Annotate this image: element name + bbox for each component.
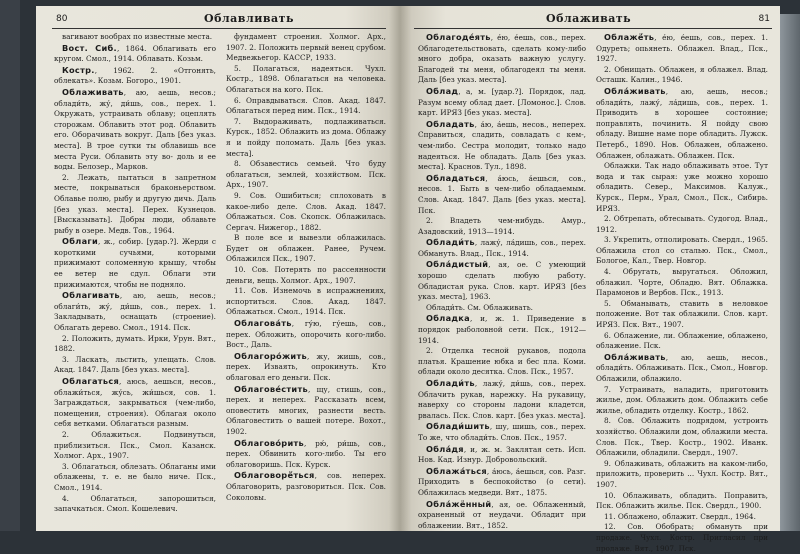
dictionary-entry: 2. Обнищать. Облажен, я облажел. Влад. Осташк. Калин., 1946. xyxy=(596,64,768,85)
right-running-head: Облаживать xyxy=(546,12,632,25)
dictionary-entry: Облади́ть. См. Облаживать. xyxy=(426,302,533,312)
dictionary-entry: Обла́живать, аю, аешь, несов.; облади́ть, лажу́, ла́дишь, сов., перех. 1. Приводить в хорошее состояние; поправлять, починить. Я пойду свою обладу. Вишне наме поре обладить. Лужск. Петерб., 1890. Нов. Облажен, облажено. Облажен, облажать. Облажен. Пск. xyxy=(596,85,768,160)
dictionary-entry: 5. Обманывать, ставить в неловкое положение. Вот так облажили. Слов. карт. ИРЯЗ. Пск. Вят., 1907. xyxy=(596,298,768,330)
left-page-number: 80 xyxy=(56,14,68,24)
dictionary-entry: Обладаться, а́юсь, а́ешься, сов., несов. 1. Быть в чем-либо обладаемым. Слов. Акад. 1847. Даль [без указ. места]. Пск. xyxy=(418,172,586,215)
dictionary-entry: 11. Сов. Изнемочь в испражнениях, испортиться. Слов. Акад. 1847. Облажаться. Смол., 1914. Пск. xyxy=(226,286,386,317)
dictionary-entry: Облади́шить, шу, шишь, сов., перех. То же, что облади́ть. Слов. Пск., 1957. xyxy=(418,421,586,442)
dictionary-entry: Обла́живать, аю, аешь, несов., облади́ть. Облаживать. Пск., Смол., Новгор. Облажили, облажило. xyxy=(596,351,768,383)
dictionary-entry: Костр., 1962. 2. «Отгонять, облекать». Козьм. Богоро., 1901. xyxy=(54,64,216,86)
dictionary-entry: Облад, а, м. [удар.?]. Порядок, лад. Разум всему облад дает. [Ломонос.]. Слов. карт. ИРЯЗ [без указ. места]. xyxy=(418,85,586,118)
dictionary-entry: 3. Укрепить, отполировать. Свердл., 1965. Облажила стол со сталью. Пск., Смол., Бологое, Кал., Твер. Новгор. xyxy=(596,235,768,266)
dictionary-entry: Облажё́ть, е́ю, е́ешь, сов., перех. 1. Одуреть; опьянеть. Облажел. Влад., Пск., 1927. xyxy=(596,32,768,64)
dictionary-entry: Облагоде́ять, е́ю, е́ешь, сов., перех. Облагодетельствовать, сделать кому-либо много добра, оказать важную услугу. Благодей ты меня, облагодеял ты меня. Даль [без указ. места]. xyxy=(418,32,586,85)
left-column-2 xyxy=(226,32,386,531)
dictionary-entry: 7. Выдораживать, подлаживаться. Курск., 1852. Облажить из дома. Облажу я и пойду поломать. Даль [без указ. места]. xyxy=(226,116,386,158)
dictionary-entry: 2. Положить, думать. Ирки, Урун. Вят., 1882. xyxy=(54,333,216,354)
dictionary-entry: 9. Сов. Ошибиться; сплоховать в какое-либо деле. Слов. Акад. 1847. Облажаться. Сов. Скопск. Облажилась. Сергач. Нижегор., 1882. xyxy=(226,190,386,232)
header-rule xyxy=(52,28,386,29)
dictionary-entry: Облади́ть, лажу́, ла́дишь, сов., перех. Обмануть. Влад., Пск., 1914. xyxy=(418,237,586,258)
dictionary-entry: 3. Облагаться, облезать. Облаганы ими облажены, т. е. не было ниче. Пск., Смол., 1914. xyxy=(54,461,216,492)
dictionary-entry: 2. Облажиться. Подвинуться, приблизиться. Пск., Смол. Казанск. Холмог. Арх., 1907. xyxy=(54,429,216,461)
dictionary-entry: 6. Оправдываться. Слов. Акад. 1847. Облагаться перед ним. Пск., 1914. xyxy=(226,95,386,116)
dictionary-entry: Облаживать, аю, аешь, несов.; облади́ть, жу́, ди́шь, сов., перех. 1. Окружать, устраивать облаву; оцеплять сторожам. Облавить этот род. Облавить его. Оборачивать вокруг. Даль [без указ. места]. В трое сутки ты облавишь все места Руси. Облавить эту во- доль и ее воды. Белозер., Марков. xyxy=(54,86,216,172)
dictionary-entry: вагивают вообрах по известные места. xyxy=(62,32,213,41)
dictionary-entry: Обла́дя, и, ж. м. Заклятая сеть. Исп. Нов. Кад. Изнур. Добровольский. xyxy=(418,443,586,465)
dictionary-entry: В поле все и вывезли облажилась. Будет он облажен. Ранее, Ручем. Облажился Пск., 1907. xyxy=(226,233,386,264)
right-column-1 xyxy=(418,32,586,531)
dictionary-entry: Обладка, и, ж. 1. Приведение в порядок рыболовной сети. Пск., 1912—1914. xyxy=(418,313,586,345)
dictionary-entry: 2. Лежать, пытаться в запретном месте, покрываться браконьерством. Облавье полю, рыбу и другую дичь. Даль [без указ. места]. Перех. Кузнецов. [Высказывать]. Добры люди, облавьте рыбу в озере. Медв. Тов., 1964. xyxy=(54,172,216,235)
left-running-head: Облавливать xyxy=(204,12,294,25)
dictionary-entry: 7. Устраивать, наладить, приготовить жилье, дом. Облажить дом. Облажить себе жилье, обладить отделку. Костр., 1862. xyxy=(596,384,768,415)
dictionary-entry: Обладать, а́ю, а́ешь, несов., неперех. Справиться, сладить, совладать с кем-, чем-либо. Сестра молодит, только надо надеяться. Не обладать. Даль [без указ. места]. Краснов. Тул., 1898. xyxy=(418,118,586,172)
dictionary-entry: Вост. Сиб., 1864. Облагивать его кругом. Смол., 1914. Облавать. Козьм. xyxy=(54,42,217,64)
dictionary-entry: 12. Сов. Обобрать; обмануть при продаже. Чухл. Костр. Пригласил при продаже. Вят., 1907. Пск. xyxy=(596,522,768,553)
header-rule xyxy=(414,28,772,29)
dictionary-entry: Облагово́рить, рю́, ри́шь, сов., перех. Обвинить кого-либо. Ты его облаговоришь. Пск. Курск. xyxy=(226,437,386,469)
dictionary-entry: Облагове́стить, щу, стишь, сов., перех. и неперех. Рассказать всем, оповестить многих, разнести весть. Облаговестить о вашей потере. Вохот., 1902. xyxy=(226,383,386,436)
right-column-2 xyxy=(596,32,768,553)
dictionary-entry: 6. Облажение, ли. Облажение, облажено, облажение. Пск. xyxy=(596,330,768,351)
dictionary-entry: 10. Сов. Потерять по рассеянности деньги, вещь. Холмог. Арх., 1907. xyxy=(226,265,386,285)
dictionary-entry: Облаговорё́ться, сов. неперех. Облаговорить, разговориться. Пск. Сов. Соколовы. xyxy=(226,470,386,502)
dictionary-entry: Облажа́ться, а́юсь, а́ешься, сов. Разг. Приходить в беспокойство (о сети). Облажилась медведи. Вят., 1875. xyxy=(418,465,586,497)
dictionary-entry: Облади́ть, лажу́, ди́шь, сов., перех. Облачить рукав, нарежку. На рукавицу, наверху со стороны ладони кладется, рвалась. Пск. Слов. карт. [без указ. места]. xyxy=(418,378,586,420)
dictionary-entry: Обла́жённый, ая, ое. Облаженный, охраненный от неудачи. Обладит при облажении. Вят., 1852. xyxy=(418,498,586,530)
right-page-header xyxy=(400,12,780,28)
dictionary-entry: 11. Облажено, облажит. Свердл., 1964. xyxy=(604,511,756,521)
right-page-number: 81 xyxy=(758,14,770,24)
dictionary-entry: фундамент строения. Холмог. Арх., 1907. 2. Положить первый венец срубом. Медвежьегор. КАССР, 1933. xyxy=(226,32,386,63)
dictionary-entry: Облажки. Так надо облаживать этое. Тут вода и так сырая: уже можно хорошо обладить. Север., Максимов. Калуж., Курск., Перм., Урал, Смол., Пск., Сибирь. ИРЯЗ. xyxy=(596,161,768,213)
left-page-header xyxy=(36,12,400,28)
dictionary-entry: 2. Отделка тесной рукавов, подола платья. Крашение юбка и бес пла. Коми. облади около десятка. Слов. Пск., 1957. xyxy=(418,346,586,377)
dictionary-entry: 10. Облаживать, обладить. Поправить, Пск. Облажить жилье. Пск. Свердл., 1900. xyxy=(596,490,768,511)
left-column-1 xyxy=(54,32,216,531)
left-page xyxy=(36,6,400,531)
dictionary-entry: 8. Обзавестись семьей. Что буду облагаться, землей, хозяйством. Пск. Арх., 1907. xyxy=(226,159,386,190)
dictionary-entry: Облагова́ть, гу́ю, гу́ешь, сов., перех. Обложить, опорочить кого-либо. Вост., Даль. xyxy=(226,318,386,350)
dictionary-entry: 9. Облаживать, облажить на каком-либо, приложить, проверить ... Чухл. Костр. Вят., 1907. xyxy=(596,458,768,489)
dictionary-entry: Облагаться, аюсь, аешься, несов., облажи́ться, жу́сь, жи́шься, сов. 1. Заграждаться, закрываться (чем-либо, помещения, строения). Облагая около себя ветками. Облагаться разным. xyxy=(54,376,216,429)
dictionary-entry: Облагоро́жить, жу, жишь, сов., перех. Изваять, опрокинуть. Кто облаговал его деньги. Пск. xyxy=(226,350,386,382)
dictionary-entry: 2. Обтрепать, обтесывать. Судогод. Влад., 1912. xyxy=(596,214,768,234)
book-cover-edge xyxy=(780,14,800,531)
dictionary-entry: Облаги, ж., собир. [удар.?]. Жерди с короткими сучьями, которыми прижимают соломенную крышу, чтобы ее ветер не сдул. Облаги эти прижимаются, чтобы не подняло. xyxy=(54,236,216,289)
dictionary-entry: 3. Ласкать, льстить, улещать. Слов. Акад. 1847. Даль [без указ. места]. xyxy=(54,354,216,375)
right-page xyxy=(400,6,780,553)
dictionary-entry: 8. Сов. Облажить подрядом, устроить хозяйство. Облажили дом, облажили места. Слов. Пск., Твер. Костр., 1902. Иванк. Облажили, обладили. Свердл., 1907. xyxy=(596,416,768,458)
dictionary-entry: Обла́дистый, ая, ое. С умеющий хорошо сделать любую работу. Обладистая рука. Слов. карт. ИРЯЗ [без указ. места], 1963. xyxy=(418,259,586,302)
dictionary-entry: Облагивать, аю, аешь, несов.; облаги́ть, жу́, ди́шь, сов., перех. 1. Закладывать, оснащать (строение). Облагать дерево. Смол., 1914. Пск. xyxy=(54,290,216,333)
dictionary-entry: 5. Полагаться, надеяться. Чухл. Костр., 1898. Облагаться на человека. Облагаться на кого. Пск. xyxy=(226,63,386,94)
dictionary-entry: 4. Облагаться, запорошиться, запачкаться. Смол. Кошелевич. xyxy=(54,493,216,514)
dictionary-entry: 2. Владеть чем-нибудь. Амур., Азадовский, 1913—1914. xyxy=(418,216,586,236)
dictionary-entry: 4. Обругать, выругаться. Обложил, облажил. Чорте, Обладю. Вят. Облажка. Парамонов и Вербов. Пск., 1913. xyxy=(596,267,768,298)
